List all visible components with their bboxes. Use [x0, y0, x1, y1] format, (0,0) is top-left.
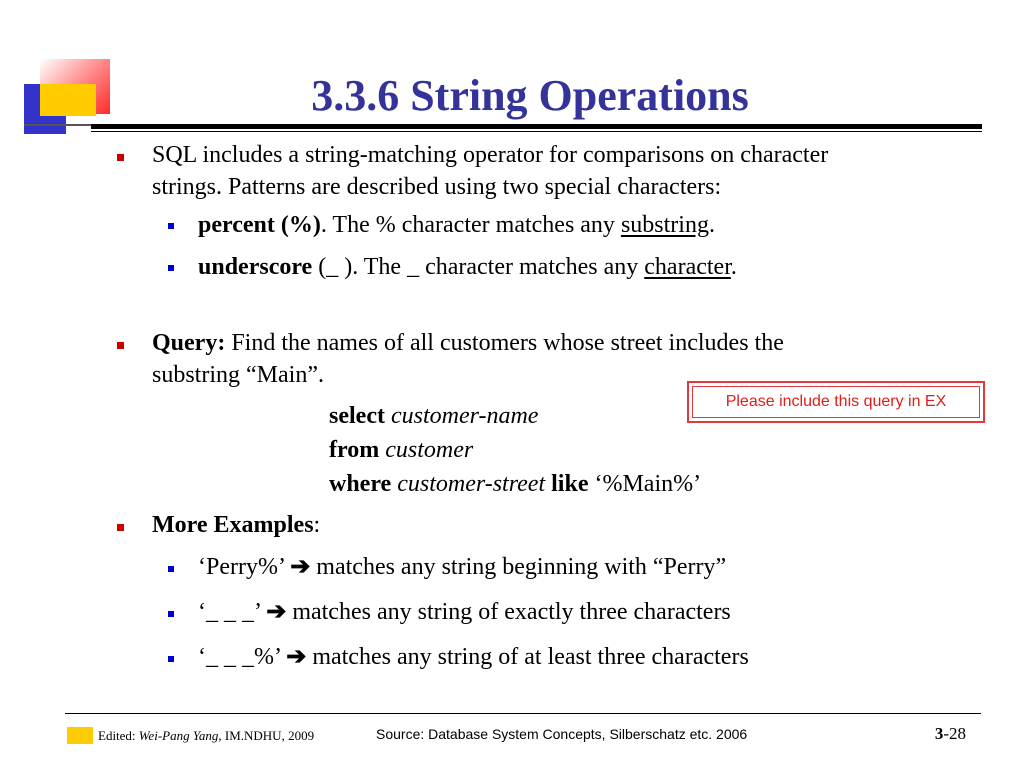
- bullet-square-icon: [117, 154, 124, 161]
- logo-yellow-square: [40, 84, 96, 116]
- arrow-right-icon: ➔: [290, 554, 311, 580]
- keyword-where: where: [329, 471, 392, 497]
- keyword-select: select: [329, 403, 385, 429]
- query-label: Query:: [152, 330, 226, 356]
- colon: :: [313, 512, 321, 538]
- sub-bullet-percent-text: . The % character matches any: [320, 212, 621, 238]
- title-rule-thick: [91, 124, 982, 129]
- note-box: [687, 381, 985, 423]
- slide-number: -28: [943, 724, 966, 743]
- keyword-like: like: [545, 471, 589, 497]
- bullet-2-line-1: [152, 327, 784, 359]
- chapter-number: 3: [934, 724, 944, 743]
- period: .: [730, 254, 737, 280]
- title-rule-thin: [91, 131, 982, 132]
- underlined-character: character: [644, 254, 731, 280]
- query-description: Find the names of all customers whose street includes the: [225, 330, 784, 356]
- slide-title: 3.3.6 String Operations: [311, 71, 749, 120]
- where-value: customer-street: [391, 471, 546, 497]
- example-text: matches any string of at least three characters: [306, 644, 749, 670]
- like-value: ‘%Main%’: [588, 471, 702, 497]
- example-text: matches any string beginning with “Perry”: [310, 554, 727, 580]
- query-from-line: [329, 433, 473, 467]
- note-text: Please include this query in EX: [692, 386, 980, 418]
- footer-source: Source: Database System Concepts, Silberschatz etc. 2006: [376, 726, 748, 742]
- period: .: [708, 212, 715, 238]
- sub-bullet-square-icon: [168, 656, 174, 662]
- sub-bullet-underscore-text: (_ ). The _ character matches any: [312, 254, 645, 280]
- editor-name: Wei-Pang Yang,: [138, 728, 222, 743]
- arrow-right-icon: ➔: [266, 599, 287, 625]
- from-value: customer: [379, 437, 474, 463]
- more-examples-label: More Examples: [152, 512, 314, 538]
- query-select-line: [329, 399, 538, 433]
- edited-label: Edited:: [98, 728, 139, 743]
- sub-bullet-square-icon: [168, 566, 174, 572]
- footer-rule: [65, 713, 981, 714]
- sub-bullet-square-icon: [168, 265, 174, 271]
- arrow-right-icon: ➔: [286, 644, 307, 670]
- example-pattern: ‘_ _ _’: [198, 599, 267, 625]
- example-text: matches any string of exactly three characters: [286, 599, 731, 625]
- keyword-from: from: [329, 437, 380, 463]
- sub-bullet-underscore: [198, 251, 737, 283]
- select-value: customer-name: [384, 403, 539, 429]
- bullet-square-icon: [117, 524, 124, 531]
- term-percent: percent (%): [198, 212, 321, 238]
- sub-bullet-square-icon: [168, 223, 174, 229]
- example-2: [198, 596, 731, 628]
- footer-edited: [98, 728, 314, 744]
- bullet-square-icon: [117, 342, 124, 349]
- logo-line: [24, 124, 98, 126]
- underlined-substring: substring: [620, 212, 709, 238]
- example-pattern: ‘_ _ _%’: [198, 644, 287, 670]
- editor-org: IM.NDHU, 2009: [221, 728, 315, 743]
- sub-bullet-square-icon: [168, 611, 174, 617]
- footer-yellow-square: [67, 727, 93, 744]
- example-pattern: ‘Perry%’: [198, 554, 291, 580]
- sub-bullet-percent: [198, 209, 715, 241]
- query-where-line: [329, 467, 701, 501]
- page-number: [935, 724, 966, 744]
- term-underscore: underscore: [198, 254, 313, 280]
- example-1: [198, 551, 726, 583]
- bullet-1-line-2: strings. Patterns are described using two special characters:: [152, 174, 722, 200]
- bullet-3: [152, 509, 320, 541]
- example-3: [198, 641, 749, 673]
- bullet-2-line-2: substring “Main”.: [152, 362, 324, 388]
- bullet-1-line-1: SQL includes a string-matching operator for comparisons on character: [152, 142, 829, 168]
